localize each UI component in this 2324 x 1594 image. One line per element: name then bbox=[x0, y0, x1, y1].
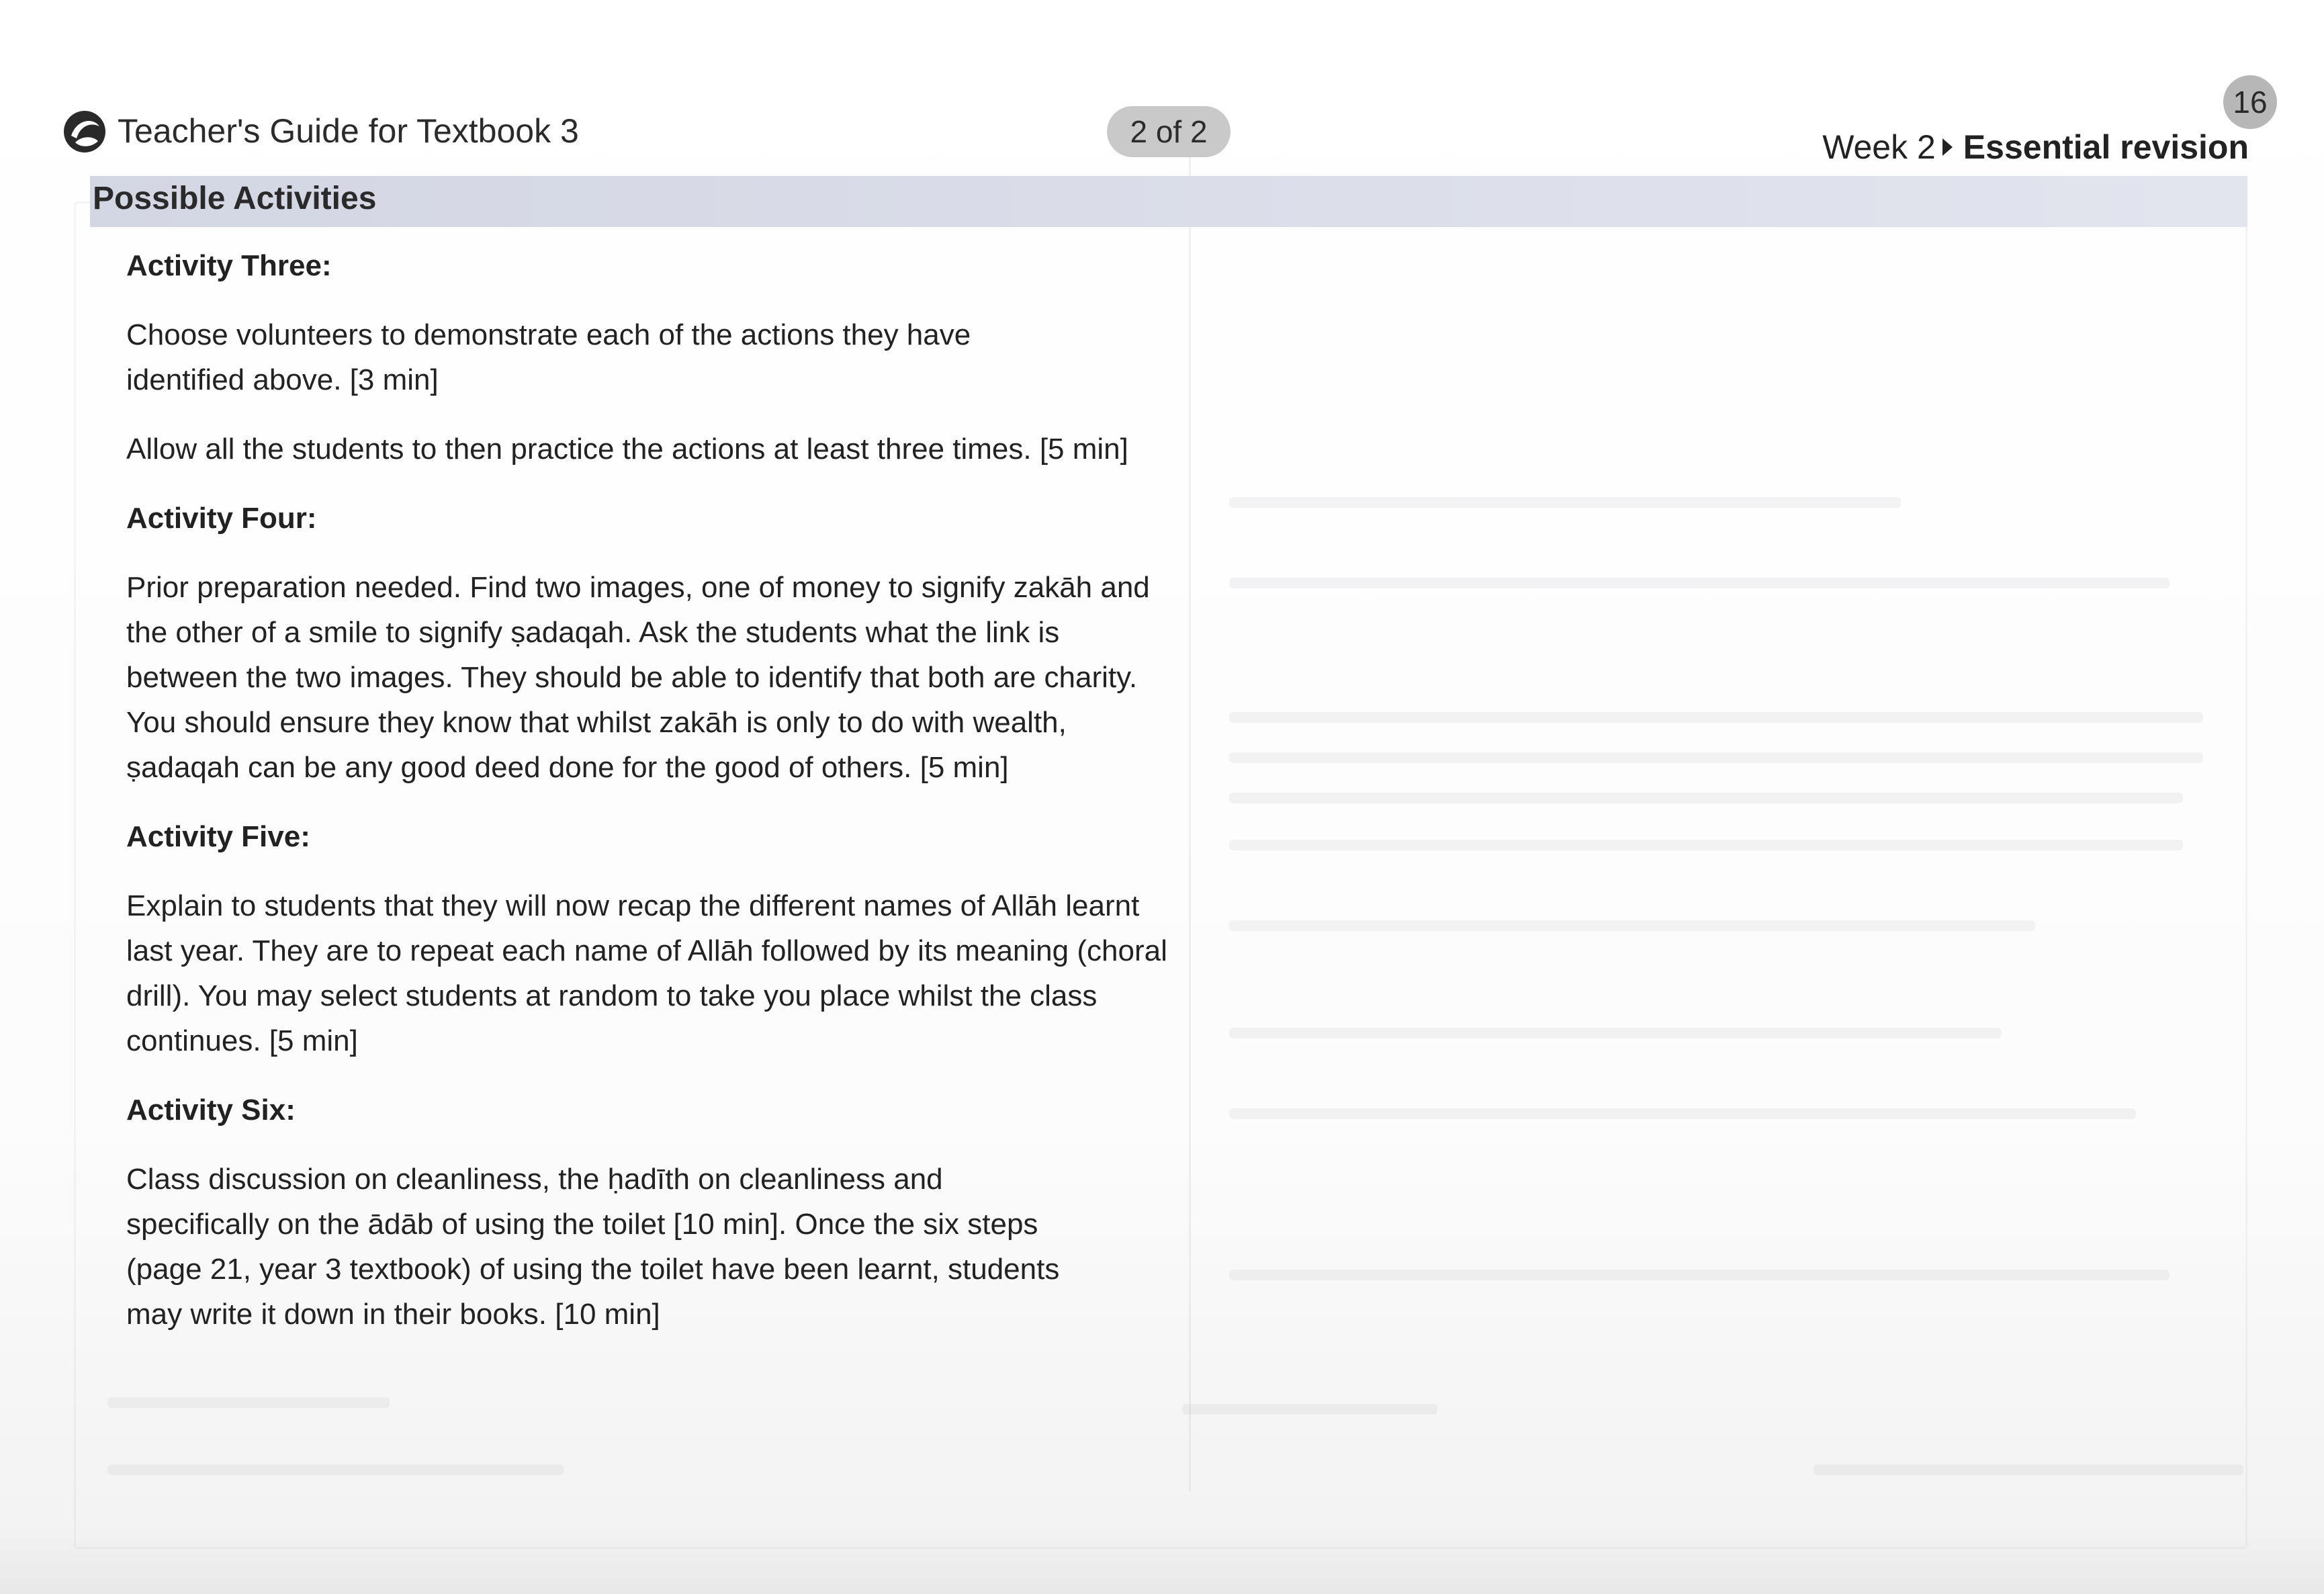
bleed-through-line bbox=[107, 1464, 564, 1475]
bleed-through-column bbox=[1189, 121, 2239, 1491]
bleed-through-line bbox=[1229, 840, 2183, 850]
activity-paragraph: Prior preparation needed. Find two images, one of money to signify zakāh and the other of a smile to signify ṣadaqah. Ask the students what the link is between the two images. They should be able to identify that both are charity. You should ensure they know that whilst zakāh is only to do with wealth, ṣadaqah can be any good deed done for the good of others. [5 min] bbox=[126, 571, 1150, 784]
activity-paragraph: Class discussion on cleanliness, the ḥadīth on cleanliness and specifically on the ādāb of using the toilet [10 min]. Once the six steps (page 21, year 3 textbook) of using the toilet have been learnt, students may write it down in their books. [10 min] bbox=[126, 1163, 1060, 1331]
activity-title: Activity Three: bbox=[126, 249, 332, 282]
page-number-badge: 16 bbox=[2223, 75, 2277, 129]
activity-paragraph: Explain to students that they will now recap the different names of Allāh learnt last year. They are to repeat each name of Allāh followed by its meaning (choral drill). You may select students at random to take you place whilst the class continues. [5 min] bbox=[126, 889, 1167, 1057]
bleed-through-line bbox=[1814, 1464, 2243, 1475]
bleed-through-line bbox=[1229, 793, 2183, 803]
activity-three bbox=[126, 243, 1174, 472]
bleed-through-line bbox=[1229, 1270, 2170, 1280]
activity-title: Activity Six: bbox=[126, 1094, 296, 1126]
activity-title: Activity Four: bbox=[126, 502, 317, 535]
guide-title: Teacher's Guide for Textbook 3 bbox=[118, 112, 579, 150]
bleed-through-line bbox=[1229, 1108, 2136, 1119]
activity-four bbox=[126, 496, 1174, 790]
bleed-through-line bbox=[1182, 1404, 1437, 1415]
bleed-through-line bbox=[1229, 712, 2203, 723]
bleed-through-line bbox=[1229, 497, 1901, 508]
page-counter-badge: 2 of 2 bbox=[1107, 106, 1231, 157]
activities-content bbox=[126, 243, 1174, 1361]
crescent-logo-icon bbox=[62, 109, 107, 154]
activity-paragraph: Allow all the students to then practice the actions at least three times. [5 min] bbox=[126, 433, 1128, 466]
activity-title: Activity Five: bbox=[126, 820, 310, 853]
bleed-through-line bbox=[1229, 752, 2203, 763]
activity-five bbox=[126, 814, 1174, 1063]
activity-six bbox=[126, 1088, 1174, 1337]
week-label: Week 2 bbox=[1822, 128, 1936, 166]
bleed-through-line bbox=[1229, 578, 2170, 588]
bleed-through-line bbox=[1229, 1028, 2002, 1038]
section-band bbox=[90, 176, 2247, 227]
triangle-right-icon bbox=[1942, 138, 1953, 156]
bleed-through-line bbox=[1229, 920, 2035, 931]
activity-paragraph: Choose volunteers to demonstrate each of the actions they have identified above. [3 min] bbox=[126, 318, 971, 396]
section-label: Essential revision bbox=[1963, 128, 2249, 166]
bleed-through-line bbox=[107, 1397, 390, 1408]
week-breadcrumb bbox=[1822, 128, 2249, 167]
section-title: Possible Activities bbox=[93, 181, 377, 216]
